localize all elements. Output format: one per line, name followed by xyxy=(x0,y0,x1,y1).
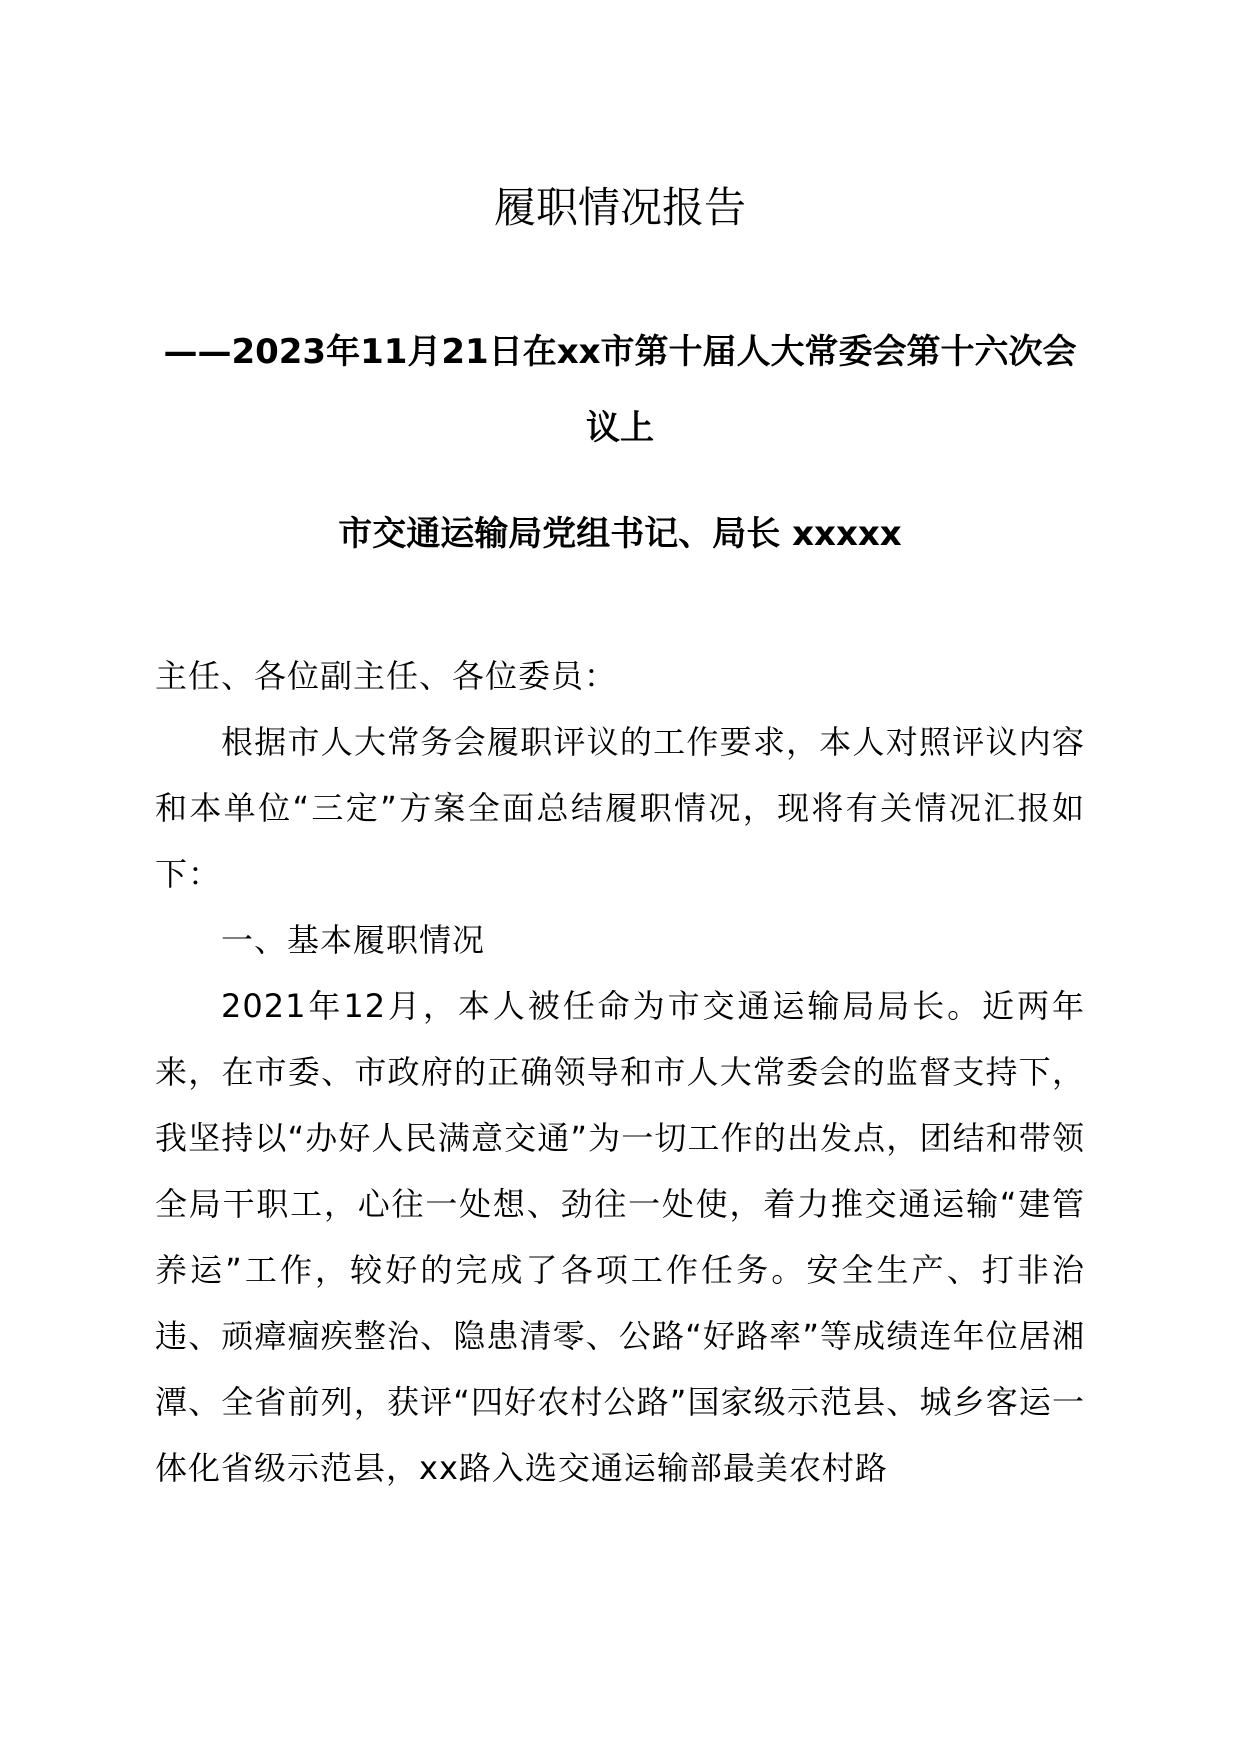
document-subtitle: ——2023年11月21日在xx市第十届人大常委会第十六次会议上 xyxy=(163,332,1077,448)
paragraph-intro: 根据市人大常务会履职评议的工作要求，本人对照评议内容和本单位“三定”方案全面总结履职情况，现将有关情况汇报如下： xyxy=(155,723,1085,893)
document-author: 市交通运输局党组书记、局长 xxxxx xyxy=(338,514,902,554)
salutation: 主任、各位副主任、各位委员： xyxy=(155,657,618,695)
paragraph-basic-performance: 2021年12月，本人被任命为市交通运输局局长。近两年来，在市委、市政府的正确领导和市人大常委会的监督支持下，我坚持以“办好人民满意交通”为一切工作的出发点，团结和带领全局干职工，心往一处想、劲往一处使，着力推交通运输“建管养运”工作，较好的完成了各项工作任务。安全生产、打非治违、顽瘴痼疾整治、隐患清零、公路“好路率”等成绩连年位居湘潭、全省前列，获评“四好农村公路”国家级示范县、城乡客运一体化省级示范县，xx路入选交通运输部最美农村路 xyxy=(155,987,1085,1487)
document-title: 履职情况报告 xyxy=(493,183,746,232)
section-heading: 一、基本履职情况 xyxy=(221,921,486,959)
